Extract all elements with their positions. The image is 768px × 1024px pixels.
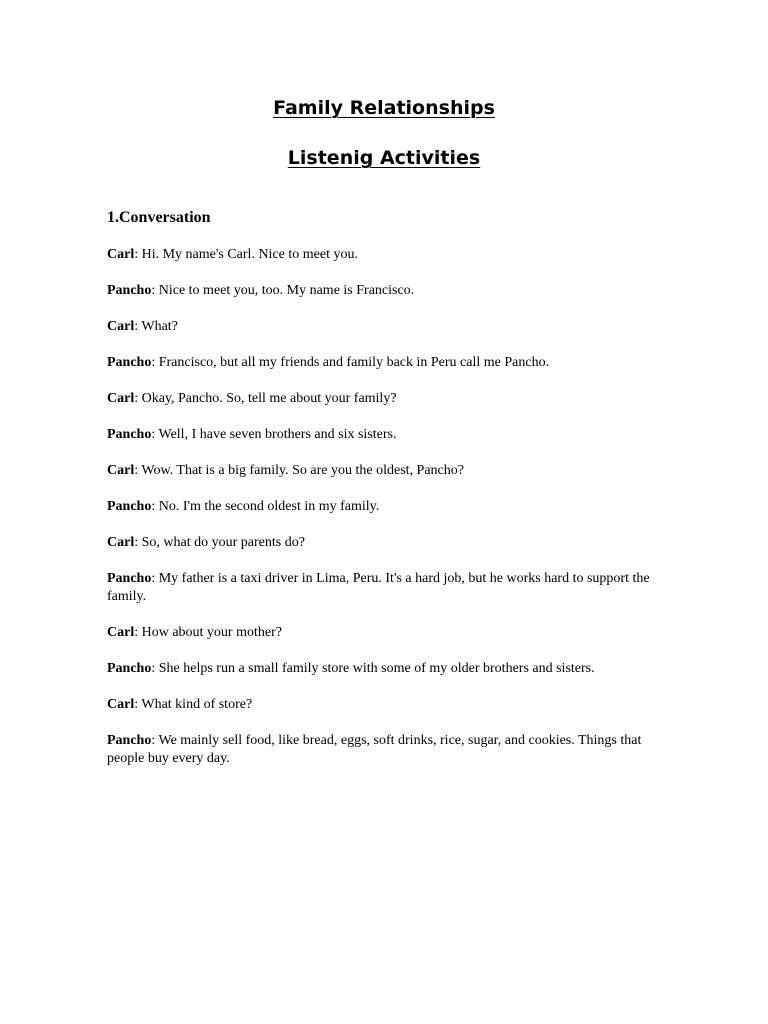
speaker-name: Pancho [107, 499, 152, 514]
dialogue-line [107, 246, 667, 264]
dialogue-line [107, 660, 667, 678]
dialogue-line [107, 498, 667, 516]
dialogue-text: My father is a taxi driver in Lima, Peru. It's a hard job, but he works hard to support the family. [107, 571, 650, 604]
dialogue-text: Hi. My name's Carl. Nice to meet you. [138, 247, 358, 262]
dialogue-line [107, 624, 667, 642]
document-title: Family Relationships [273, 97, 495, 119]
dialogue-line [107, 282, 667, 300]
dialogue-line [107, 570, 667, 606]
speaker-name: Carl [107, 463, 135, 478]
speaker-separator: : [134, 319, 139, 334]
dialogue-text: What kind of store? [138, 697, 253, 712]
dialogue-line [107, 390, 667, 408]
conversation-list [107, 246, 667, 786]
speaker-separator: : [134, 247, 139, 262]
dialogue-text: What? [138, 319, 178, 334]
speaker-name: Pancho [107, 571, 152, 586]
dialogue-text: Wow. That is a big family. So are you the oldest, Pancho? [138, 463, 464, 478]
speaker-separator: : [134, 625, 139, 640]
dialogue-line [107, 696, 667, 714]
speaker-name: Pancho [107, 283, 152, 298]
speaker-name: Pancho [107, 733, 152, 748]
dialogue-text: Well, I have seven brothers and six sisters. [155, 427, 397, 442]
dialogue-text: No. I'm the second oldest in my family. [155, 499, 380, 514]
dialogue-text: We mainly sell food, like bread, eggs, soft drinks, rice, sugar, and cookies. Things that people buy every day. [107, 733, 642, 766]
speaker-separator: : [134, 391, 139, 406]
speaker-name: Pancho [107, 661, 152, 676]
dialogue-line [107, 462, 667, 480]
section-heading: 1.Conversation [107, 209, 211, 226]
dialogue-text: She helps run a small family store with some of my older brothers and sisters. [155, 661, 595, 676]
dialogue-text: How about your mother? [138, 625, 282, 640]
speaker-separator: : [151, 661, 156, 676]
speaker-name: Pancho [107, 427, 152, 442]
dialogue-line [107, 354, 667, 372]
speaker-name: Carl [107, 391, 135, 406]
document-subtitle: Listenig Activities [287, 147, 481, 169]
dialogue-line [107, 426, 667, 444]
dialogue-line [107, 732, 667, 768]
speaker-name: Carl [107, 247, 135, 262]
dialogue-line [107, 318, 667, 336]
speaker-separator: : [151, 283, 156, 298]
speaker-separator: : [151, 571, 156, 586]
dialogue-line [107, 534, 667, 552]
speaker-name: Carl [107, 535, 135, 550]
dialogue-text: Nice to meet you, too. My name is Francisco. [155, 283, 415, 298]
dialogue-text: Okay, Pancho. So, tell me about your family? [138, 391, 397, 406]
speaker-name: Pancho [107, 355, 152, 370]
speaker-separator: : [151, 427, 156, 442]
dialogue-text: Francisco, but all my friends and family back in Peru call me Pancho. [155, 355, 550, 370]
speaker-name: Carl [107, 697, 135, 712]
speaker-name: Carl [107, 319, 135, 334]
speaker-separator: : [134, 463, 139, 478]
speaker-separator: : [151, 499, 156, 514]
speaker-separator: : [134, 535, 139, 550]
speaker-separator: : [151, 355, 156, 370]
speaker-name: Carl [107, 625, 135, 640]
speaker-separator: : [151, 733, 156, 748]
speaker-separator: : [134, 697, 139, 712]
dialogue-text: So, what do your parents do? [138, 535, 305, 550]
